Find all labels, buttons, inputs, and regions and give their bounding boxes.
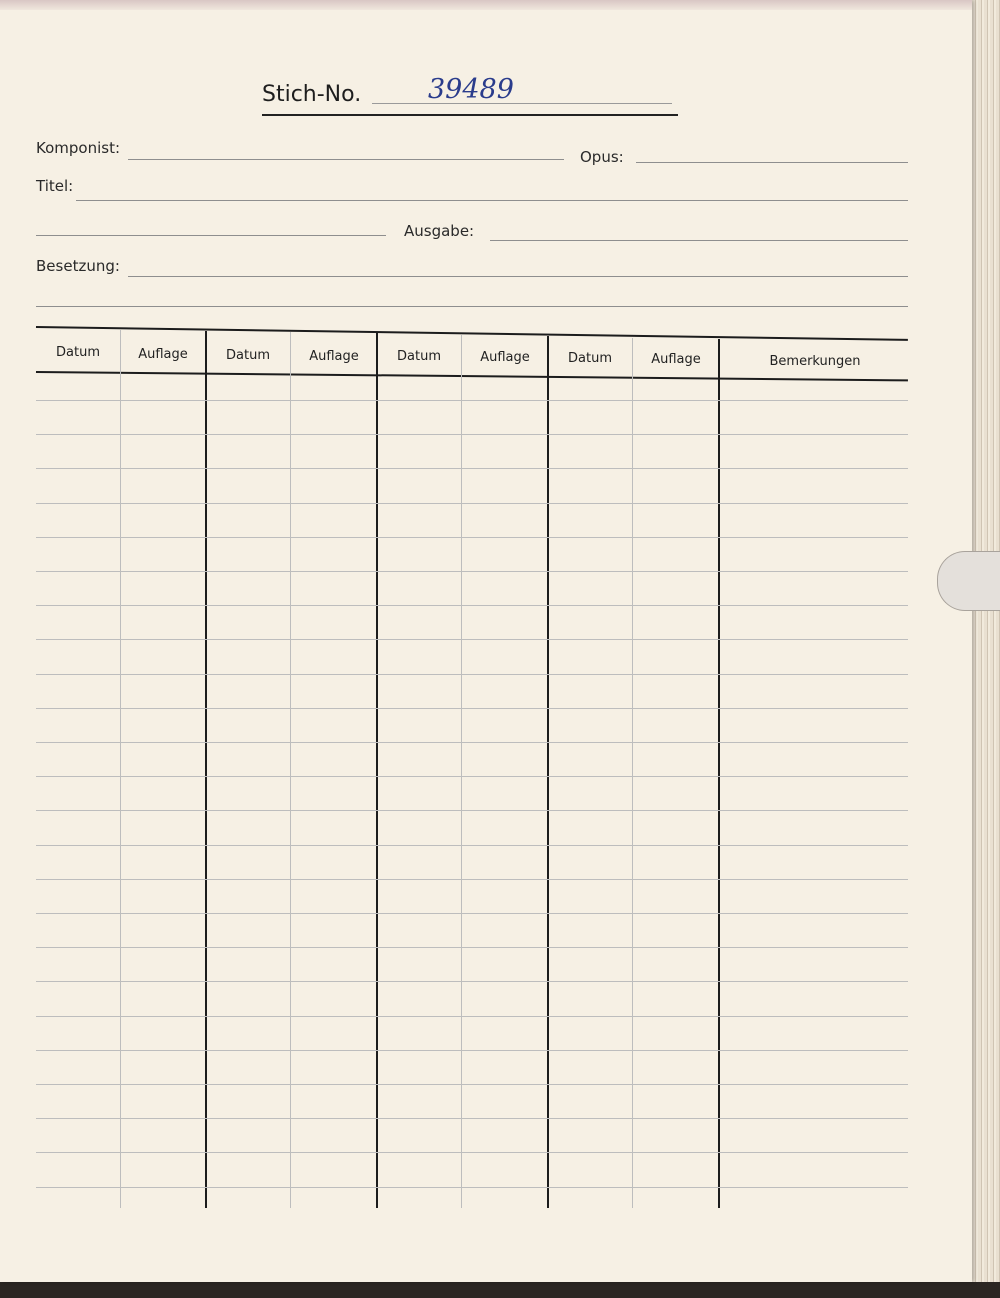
table-row-line	[36, 639, 908, 640]
table-row-line	[36, 708, 908, 709]
header-datum-4: Datum	[568, 351, 612, 366]
table-row-line	[36, 1187, 908, 1188]
column-separator-2	[290, 332, 291, 1208]
table-row-line	[36, 468, 908, 469]
table-row-line	[36, 674, 908, 675]
table-row-line	[36, 879, 908, 880]
opus-field[interactable]	[636, 162, 908, 163]
table-row-line	[36, 776, 908, 777]
table-row-line	[36, 1084, 908, 1085]
komponist-field[interactable]	[128, 159, 564, 160]
title-rule	[262, 114, 678, 116]
column-separator-1	[120, 330, 121, 1208]
index-tab[interactable]	[937, 551, 1000, 611]
table-row-line	[36, 1016, 908, 1017]
table-row-line	[36, 913, 908, 914]
stich-number-handwritten: 39489	[428, 74, 514, 105]
header-datum-1: Datum	[56, 345, 100, 360]
ausgabe-field[interactable]	[490, 240, 908, 241]
table-row-line	[36, 810, 908, 811]
stich-number-underline	[372, 103, 672, 104]
opus-label: Opus:	[580, 148, 624, 166]
besetzung-label: Besetzung:	[36, 257, 120, 275]
table-top-rule	[36, 326, 908, 341]
table-row-line	[36, 503, 908, 504]
titel-field[interactable]	[76, 200, 908, 201]
header-datum-3: Datum	[397, 349, 441, 364]
column-group-separator-3	[547, 336, 549, 1208]
header-auflage-2: Auflage	[309, 349, 359, 364]
column-group-separator-1	[205, 331, 207, 1208]
table-row-line	[36, 981, 908, 982]
ausgabe-label: Ausgabe:	[404, 222, 475, 240]
header-auflage-1: Auflage	[138, 347, 188, 362]
titel-label: Titel:	[36, 177, 74, 195]
table-row-line	[36, 434, 908, 435]
table-row-line	[36, 1152, 908, 1153]
header-datum-2: Datum	[226, 348, 270, 363]
header-auflage-4: Auflage	[651, 352, 701, 367]
table-header-rule	[36, 371, 908, 381]
header-auflage-3: Auflage	[480, 350, 530, 365]
besetzung-field[interactable]	[128, 276, 908, 277]
titel-field-line-2[interactable]	[36, 235, 386, 236]
table-row-line	[36, 742, 908, 743]
header-bemerkungen: Bemerkungen	[769, 354, 861, 369]
table-row-line	[36, 605, 908, 606]
komponist-label: Komponist:	[36, 139, 121, 157]
table-row-line	[36, 947, 908, 948]
besetzung-field-line-2[interactable]	[36, 306, 908, 307]
table-row-line	[36, 571, 908, 572]
column-group-separator-2	[376, 333, 378, 1208]
table-row-line	[36, 1118, 908, 1119]
background-bottom	[0, 1282, 1000, 1298]
stich-no-label: Stich-No.	[262, 82, 362, 107]
table-row-line	[36, 1050, 908, 1051]
table-row-line	[36, 400, 908, 401]
card-top-edge	[0, 0, 972, 10]
table-row-line	[36, 845, 908, 846]
table-row-line	[36, 537, 908, 538]
column-separator-3	[461, 335, 462, 1208]
